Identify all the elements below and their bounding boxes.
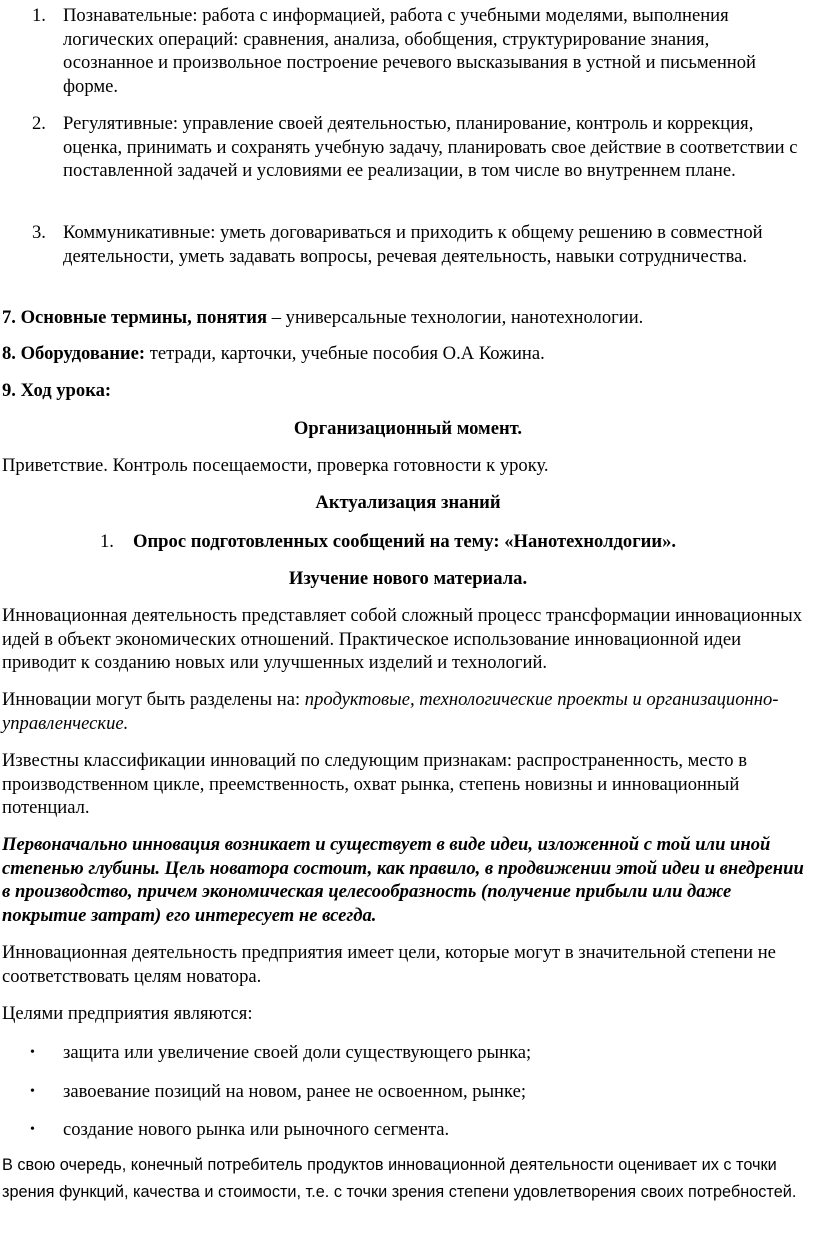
bullet-icon: • [30,1045,35,1060]
bullet-text: создание нового рынка или рыночного сегмента. [63,1119,450,1140]
paragraph-idea-origin: Первоначально инновация возникает и существует в виде идеи, изложенной с той или иной степенью глубины. Цель новатора состоит, как правило, в продвижении этой идеи и внедрении в производство, причем экономическая целесообразность (получение прибыли или даже покрытие затрат) его интересует не всегда. [2,834,804,926]
paragraph-innovation-types [2,688,808,735]
paragraph-goals-intro: Целями предприятия являются: [2,1003,253,1024]
paragraph-innovation-activity: Инновационная деятельность представляет собой сложный процесс трансформации инновационных идей в объект экономических отношений. Практическое использование инновационной идеи приводит к созданию новых или улучшенных изделий и технологий. [2,605,802,673]
section-terms [2,306,808,330]
paragraph-innovation-types-italic: продуктовые, технологические проекты и организационно-управленческие. [2,689,779,734]
survey-number: 1. [100,531,114,552]
list-number: 3. [32,222,46,243]
paragraph-classification: Известны классификации инноваций по следующим признакам: распространенность, место в производственном цикле, преемственность, охват рынка, степень новизны и инновационный потенциал. [2,750,748,818]
list-text: Регулятивные: управление своей деятельностью, планирование, контроль и коррекция, оценка, принимать и сохранять учебную задачу, планировать свое действие в соответствии с поставленной задачей и условиями ее реализации, в том числе во внутреннем плане. [63,113,798,181]
bullet-icon: • [30,1122,35,1137]
paragraph-enterprise-goals: Инновационная деятельность предприятия имеет цели, которые могут в значительной степени не соответствовать целям новатора. [2,942,776,987]
section-equipment [2,342,808,366]
section-terms-text: – универсальные технологии, нанотехнологии. [267,307,644,328]
bullet-item [30,1118,800,1142]
section-lesson-flow: 9. Ход урока: [2,380,112,401]
bullet-text: защита или увеличение своей доли существующего рынка; [63,1042,532,1063]
heading-actualization: Актуализация знаний [315,492,501,513]
list-item [32,112,802,183]
bullet-text: завоевание позиций на новом, ранее не освоенном, рынке; [63,1081,527,1102]
paragraph-consumer: В свою очередь, конечный потребитель продуктов инновационной деятельности оценивает их с точки зрения функций, качества и стоимости, т.е. с точки зрения степени удовлетворения своих потребностей. [2,1156,797,1201]
greeting-paragraph: Приветствие. Контроль посещаемости, проверка готовности к уроку. [2,455,549,476]
list-text: Коммуникативные: уметь договариваться и приходить к общему решению в совместной деятельности, уметь задавать вопросы, речевая деятельность, навыки сотрудничества. [63,222,763,267]
paragraph-innovation-types-lead: Инновации могут быть разделены на: [2,689,305,710]
list-number: 1. [32,5,46,26]
survey-text: Опрос подготовленных сообщений на тему: «Нанотехнолдогии». [133,531,677,552]
bullet-item [30,1080,800,1104]
list-number: 2. [32,113,46,134]
bullet-item [30,1041,800,1065]
list-item [32,221,802,268]
bullet-icon: • [30,1084,35,1099]
list-item [32,4,802,98]
heading-organizational: Организационный момент. [293,418,523,439]
section-terms-label: 7. Основные термины, понятия [2,307,268,328]
list-text: Познавательные: работа с информацией, работа с учебными моделями, выполнения логических операций: сравнения, анализа, обобщения, структурирование знания, осознанное и произвольное построение речевого высказывания в устной и письменной форме. [63,5,757,97]
section-equipment-label: 8. Оборудование: [2,343,146,364]
heading-new-material: Изучение нового материала. [288,568,528,589]
section-equipment-text: тетради, карточки, учебные пособия О.А Кожина. [145,343,545,364]
